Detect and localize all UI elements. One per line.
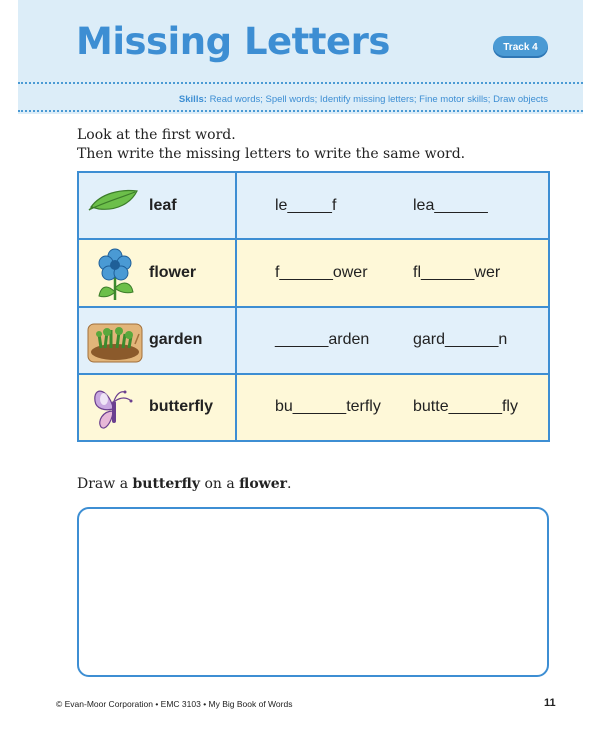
- leaf-icon: [87, 179, 143, 235]
- draw-word-flower: flower: [239, 476, 288, 492]
- word-cell: [78, 307, 236, 374]
- blanks-cell: [236, 239, 549, 306]
- table-row: [78, 307, 549, 374]
- draw-middle: on a: [200, 476, 240, 492]
- blanks-cell: [236, 307, 549, 374]
- blank-word-1: bu______terfly: [275, 398, 381, 416]
- draw-instruction: [77, 476, 291, 492]
- blank-word-2: lea______: [413, 196, 488, 214]
- flower-icon: [87, 246, 143, 302]
- draw-word-butterfly: butterfly: [132, 476, 200, 492]
- blank-word-2: fl______wer: [413, 263, 501, 281]
- garden-icon: [87, 314, 143, 370]
- track-badge: Track 4: [493, 36, 548, 58]
- word-leaf: leaf: [149, 196, 177, 214]
- blanks-cell: [236, 172, 549, 239]
- blank-word-2: gard______n: [413, 331, 508, 349]
- word-cell: [78, 374, 236, 441]
- blanks-cell: [236, 374, 549, 441]
- table-row: [78, 374, 549, 441]
- instruction-line-1: Look at the first word.: [77, 127, 236, 143]
- skills-line: [179, 94, 548, 105]
- blank-word-1: le_____f: [275, 196, 337, 214]
- skills-label: Skills:: [178, 94, 207, 105]
- word-cell: [78, 239, 236, 306]
- butterfly-icon: [87, 381, 143, 437]
- word-table: [77, 171, 550, 442]
- draw-prefix: Draw a: [77, 476, 133, 492]
- word-garden: garden: [149, 331, 203, 349]
- word-cell: [78, 172, 236, 239]
- header-dotted-divider: [18, 82, 583, 84]
- word-butterfly: butterfly: [149, 398, 213, 416]
- instructions: [77, 126, 465, 164]
- page-number: 11: [544, 697, 556, 709]
- blank-word-1: f______ower: [275, 263, 368, 281]
- word-flower: flower: [149, 263, 197, 281]
- skills-dotted-divider: [18, 110, 583, 112]
- blank-word-1: ______arden: [275, 331, 370, 349]
- skills-text: Read words; Spell words; Identify missing letters; Fine motor skills; Draw objects: [209, 94, 548, 105]
- footer-credit: © Evan-Moor Corporation • EMC 3103 • My Big Book of Words: [56, 699, 293, 709]
- table-row: [78, 172, 549, 239]
- blank-word-2: butte______fly: [413, 398, 518, 416]
- table-row: [78, 239, 549, 306]
- page-title: Missing Letters: [76, 20, 390, 63]
- drawing-area[interactable]: [77, 507, 549, 677]
- draw-suffix: .: [287, 476, 292, 492]
- instruction-line-2: Then write the missing letters to write the same word.: [77, 146, 466, 162]
